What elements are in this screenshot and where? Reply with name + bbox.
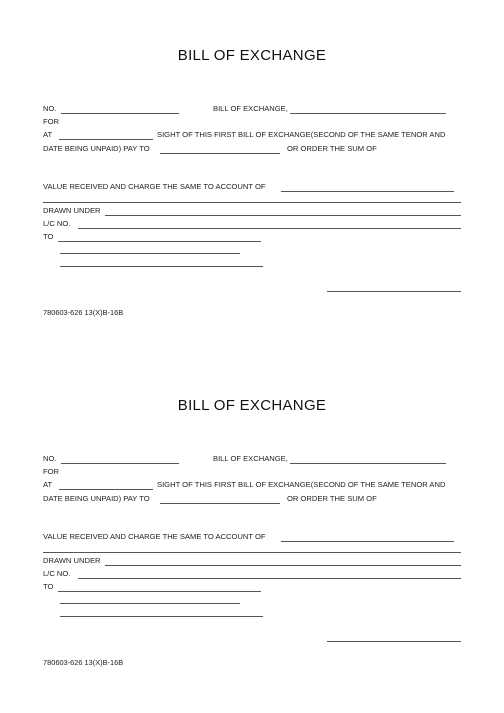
at-label: AT [43,130,53,139]
no-field[interactable] [61,113,179,114]
form-title: BILL OF EXCHANGE [177,397,327,414]
bill-of-exchange-form-1 [0,0,504,340]
bill-label: BILL OF EXCHANGE, [213,104,288,113]
value-text: VALUE RECEIVED AND CHARGE THE SAME TO ACCOUNT OF [43,532,266,541]
bill-place-date-field[interactable] [290,463,446,464]
to-field-line-3[interactable] [60,616,263,617]
lc-no-field[interactable] [78,228,461,229]
to-label: TO [43,232,54,241]
account-of-field[interactable] [281,191,454,192]
date-text: DATE BEING UNPAID) PAY TO [43,144,150,153]
account-of-field[interactable] [281,541,454,542]
for-label: FOR [43,467,60,476]
drawn-under-label: DRAWN UNDER [43,206,101,215]
order-text: OR ORDER THE SUM OF [287,144,377,153]
bill-label: BILL OF EXCHANGE, [213,454,288,463]
no-label: NO. [43,104,57,113]
signature-line[interactable] [327,641,461,642]
bill-of-exchange-form-2 [0,350,504,690]
no-field[interactable] [61,463,179,464]
drawn-under-field[interactable] [105,565,461,566]
no-label: NO. [43,454,57,463]
form-code: 780603-626 13(X)B-16B [43,658,124,667]
to-field-line-1[interactable] [58,591,261,592]
at-label: AT [43,480,53,489]
drawn-under-field[interactable] [105,215,461,216]
to-label: TO [43,582,54,591]
account-of-line-2[interactable] [43,552,461,553]
to-field-line-1[interactable] [58,241,261,242]
pay-to-field[interactable] [160,153,280,154]
lc-no-field[interactable] [78,578,461,579]
bill-place-date-field[interactable] [290,113,446,114]
date-text: DATE BEING UNPAID) PAY TO [43,494,150,503]
form-title: BILL OF EXCHANGE [177,47,327,64]
form-code: 780603-626 13(X)B-16B [43,308,124,317]
lc-no-label: L/C NO. [43,219,71,228]
sight-text: SIGHT OF THIS FIRST BILL OF EXCHANGE(SECOND OF THE SAME TENOR AND [157,130,446,139]
to-field-line-2[interactable] [60,603,240,604]
drawn-under-label: DRAWN UNDER [43,556,101,565]
value-text: VALUE RECEIVED AND CHARGE THE SAME TO ACCOUNT OF [43,182,266,191]
order-text: OR ORDER THE SUM OF [287,494,377,503]
for-label: FOR [43,117,60,126]
pay-to-field[interactable] [160,503,280,504]
at-sight-field[interactable] [59,139,153,140]
lc-no-label: L/C NO. [43,569,71,578]
account-of-line-2[interactable] [43,202,461,203]
to-field-line-2[interactable] [60,253,240,254]
sight-text: SIGHT OF THIS FIRST BILL OF EXCHANGE(SECOND OF THE SAME TENOR AND [157,480,446,489]
to-field-line-3[interactable] [60,266,263,267]
at-sight-field[interactable] [59,489,153,490]
signature-line[interactable] [327,291,461,292]
